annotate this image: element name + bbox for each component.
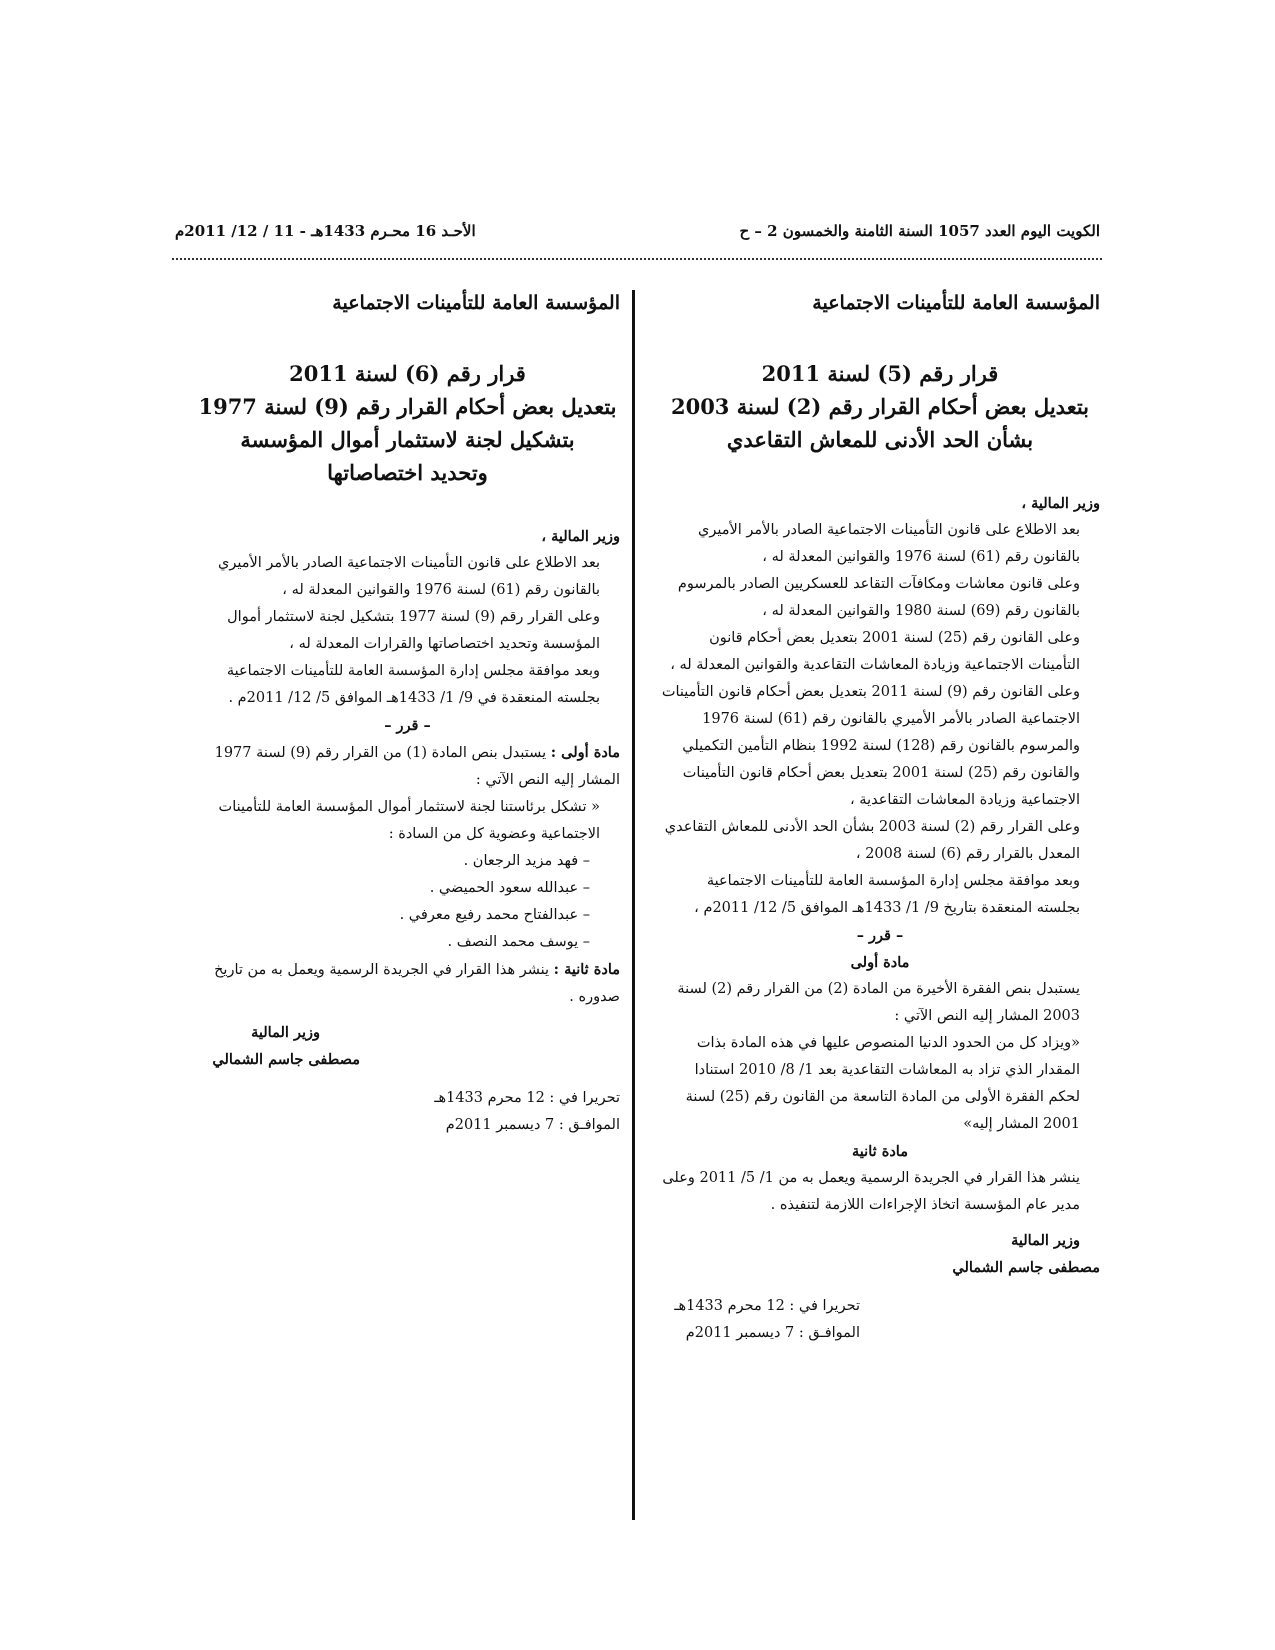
issued-date: تحريرا في : 12 محرم 1433هـ <box>434 1090 620 1106</box>
article-2-heading: مادة ثانية <box>852 1143 908 1160</box>
article-1-heading: مادة أولى <box>850 954 910 971</box>
preamble-paragraph: وعلى القرار رقم (9) لسنة 1977 بتشكيل لجنة لاستثمار أموال المؤسسة وتحديد اختصاصاتها والقرارات المعدلة له ، <box>227 609 600 652</box>
decision-title-line: قرار رقم (6) لسنة 2011 <box>289 361 526 386</box>
decision-title <box>195 357 620 489</box>
preamble-paragraph: وعلى القانون رقم (25) لسنة 2001 بتعديل بعض أحكام قانون التأمينات الاجتماعية وزيادة المعاشات التقاعدية والقوانين المعدلة له ، <box>670 630 1080 673</box>
signature-name: مصطفى جاسم الشمالي <box>212 1051 360 1068</box>
header-issue-info: الكويت اليوم العدد 1057 السنة الثامنة والخمسون 2 – ح <box>739 222 1100 240</box>
preamble-paragraph: بعد الاطلاع على قانون التأمينات الاجتماعية الصادر بالأمر الأميري بالقانون رقم (61) لسنة 1976 والقوانين المعدلة له ، <box>218 555 600 598</box>
signature-name: مصطفى جاسم الشمالي <box>952 1259 1100 1276</box>
decided-heading: – قرر – <box>384 717 431 734</box>
corresponding-date: الموافـق : 7 ديسمبر 2011م <box>445 1117 620 1133</box>
issue-dates <box>195 1085 620 1139</box>
preamble-paragraph: وعلى القانون رقم (9) لسنة 2011 بتعديل بعض أحكام قانون التأمينات الاجتماعية الصادر بالأمر الأميري بالقانون رقم (61) لسنة 1976 والمرسوم بالقانون رقم (128) لسنة 1992 بنظام التأمين التكميلي والقانون رقم (25) لسنة 2001 بتعديل بعض أحكام قانون التأمينات الاجتماعية وزيادة المعاشات التقاعدية ، <box>661 684 1080 808</box>
issued-date: تحريرا في : 12 محرم 1433هـ <box>674 1298 860 1314</box>
preamble-paragraph: وعلى القرار رقم (2) لسنة 2003 بشأن الحد الأدنى للمعاش التقاعدي المعدل بالقرار رقم (6) لسنة 2008 ، <box>664 819 1080 862</box>
decision-6-column <box>195 290 620 1139</box>
column-divider <box>632 290 635 1520</box>
decision-title <box>660 357 1100 456</box>
decision-title-line: وتحديد اختصاصاتها <box>327 460 488 485</box>
header-date: الأحـد 16 محـرم 1433هـ - 11 / 12/ 2011م <box>175 222 476 240</box>
minister-salutation: وزير المالية ، <box>541 528 620 545</box>
decision-5-column <box>660 290 1100 1347</box>
article-2 <box>195 956 620 1011</box>
page-header <box>175 218 1100 248</box>
corresponding-date: الموافـق : 7 ديسمبر 2011م <box>685 1325 860 1341</box>
decision-title-line: بشأن الحد الأدنى للمعاش التقاعدي <box>726 427 1034 452</box>
decision-title-line: بتعديل بعض أحكام القرار رقم (9) لسنة 1977 <box>198 394 617 419</box>
article-1-text: يستبدل بنص الفقرة الأخيرة من المادة (2) من القرار رقم (2) لسنة 2003 المشار إليه النص الآتي : <box>677 981 1080 1024</box>
decision-title-line: قرار رقم (5) لسنة 2011 <box>761 361 999 386</box>
article-1-quote: «ويزاد كل من الحدود الدنيا المنصوص عليها في هذه المادة بذات المقدار الذي تزاد به المعاشات التقاعدية بعد 1/ 8/ 2010 استنادا لحكم الفقرة الأولى من المادة التاسعة من القانون رقم (25) لسنة 2001 المشار إليه» <box>685 1035 1080 1132</box>
article-2-text: ينشر هذا القرار في الجريدة الرسمية ويعمل به من تاريخ صدوره . <box>214 962 620 1005</box>
header-rule <box>172 258 1102 260</box>
committee-member: – يوسف محمد النصف . <box>447 934 590 950</box>
article-2-text: ينشر هذا القرار في الجريدة الرسمية ويعمل به من 1/ 5/ 2011 وعلى مدير عام المؤسسة اتخاذ الإجراءات اللازمة لتنفيذه . <box>662 1170 1080 1213</box>
decided-heading: – قرر – <box>856 927 904 944</box>
preamble-paragraph: وعلى قانون معاشات ومكافآت التقاعد للعسكريين الصادر بالمرسوم بالقانون رقم (69) لسنة 1980 والقوانين المعدلة له ، <box>677 576 1080 619</box>
article-1-quote: « تشكل برئاستنا لجنة لاستثمار أموال المؤسسة العامة للتأمينات الاجتماعية وعضوية كل من السادة : <box>218 799 600 842</box>
preamble-paragraph: وبعد موافقة مجلس إدارة المؤسسة العامة للتأمينات الاجتماعية بجلسته المنعقدة بتاريخ 9/ 1/ 1433هـ الموافق 5/ 12/ 2011م ، <box>694 873 1080 916</box>
committee-member: – عبدالفتاح محمد رفيع معرفي . <box>399 907 590 923</box>
article-1-text: يستبدل بنص المادة (1) من القرار رقم (9) لسنة 1977 المشار إليه النص الآتي : <box>214 745 620 788</box>
article-1 <box>195 739 620 794</box>
minister-salutation: وزير المالية ، <box>1021 495 1100 512</box>
institution-name: المؤسسة العامة للتأمينات الاجتماعية <box>812 292 1100 314</box>
committee-member: – فهد مزيد الرجعان . <box>463 853 590 869</box>
article-2-label: مادة ثانية : <box>553 961 620 978</box>
issue-dates <box>660 1293 1100 1347</box>
decision-title-line: بتشكيل لجنة لاستثمار أموال المؤسسة <box>240 427 575 452</box>
signature-title: وزير المالية <box>1011 1232 1080 1249</box>
signature-title: وزير المالية <box>251 1024 320 1041</box>
institution-name: المؤسسة العامة للتأمينات الاجتماعية <box>332 292 620 314</box>
committee-member: – عبدالله سعود الحميضي . <box>429 880 590 896</box>
decision-title-line: بتعديل بعض أحكام القرار رقم (2) لسنة 2003 <box>670 394 1090 419</box>
preamble-paragraph: وبعد موافقة مجلس إدارة المؤسسة العامة للتأمينات الاجتماعية بجلسته المنعقدة في 9/ 1/ 1433هـ الموافق 5/ 12/ 2011م . <box>226 663 600 706</box>
signature-block <box>195 1019 620 1073</box>
signature-block <box>660 1227 1100 1281</box>
preamble-paragraph: بعد الاطلاع على قانون التأمينات الاجتماعية الصادر بالأمر الأميري بالقانون رقم (61) لسنة 1976 والقوانين المعدلة له ، <box>698 522 1080 565</box>
article-1-label: مادة أولى : <box>550 744 620 761</box>
